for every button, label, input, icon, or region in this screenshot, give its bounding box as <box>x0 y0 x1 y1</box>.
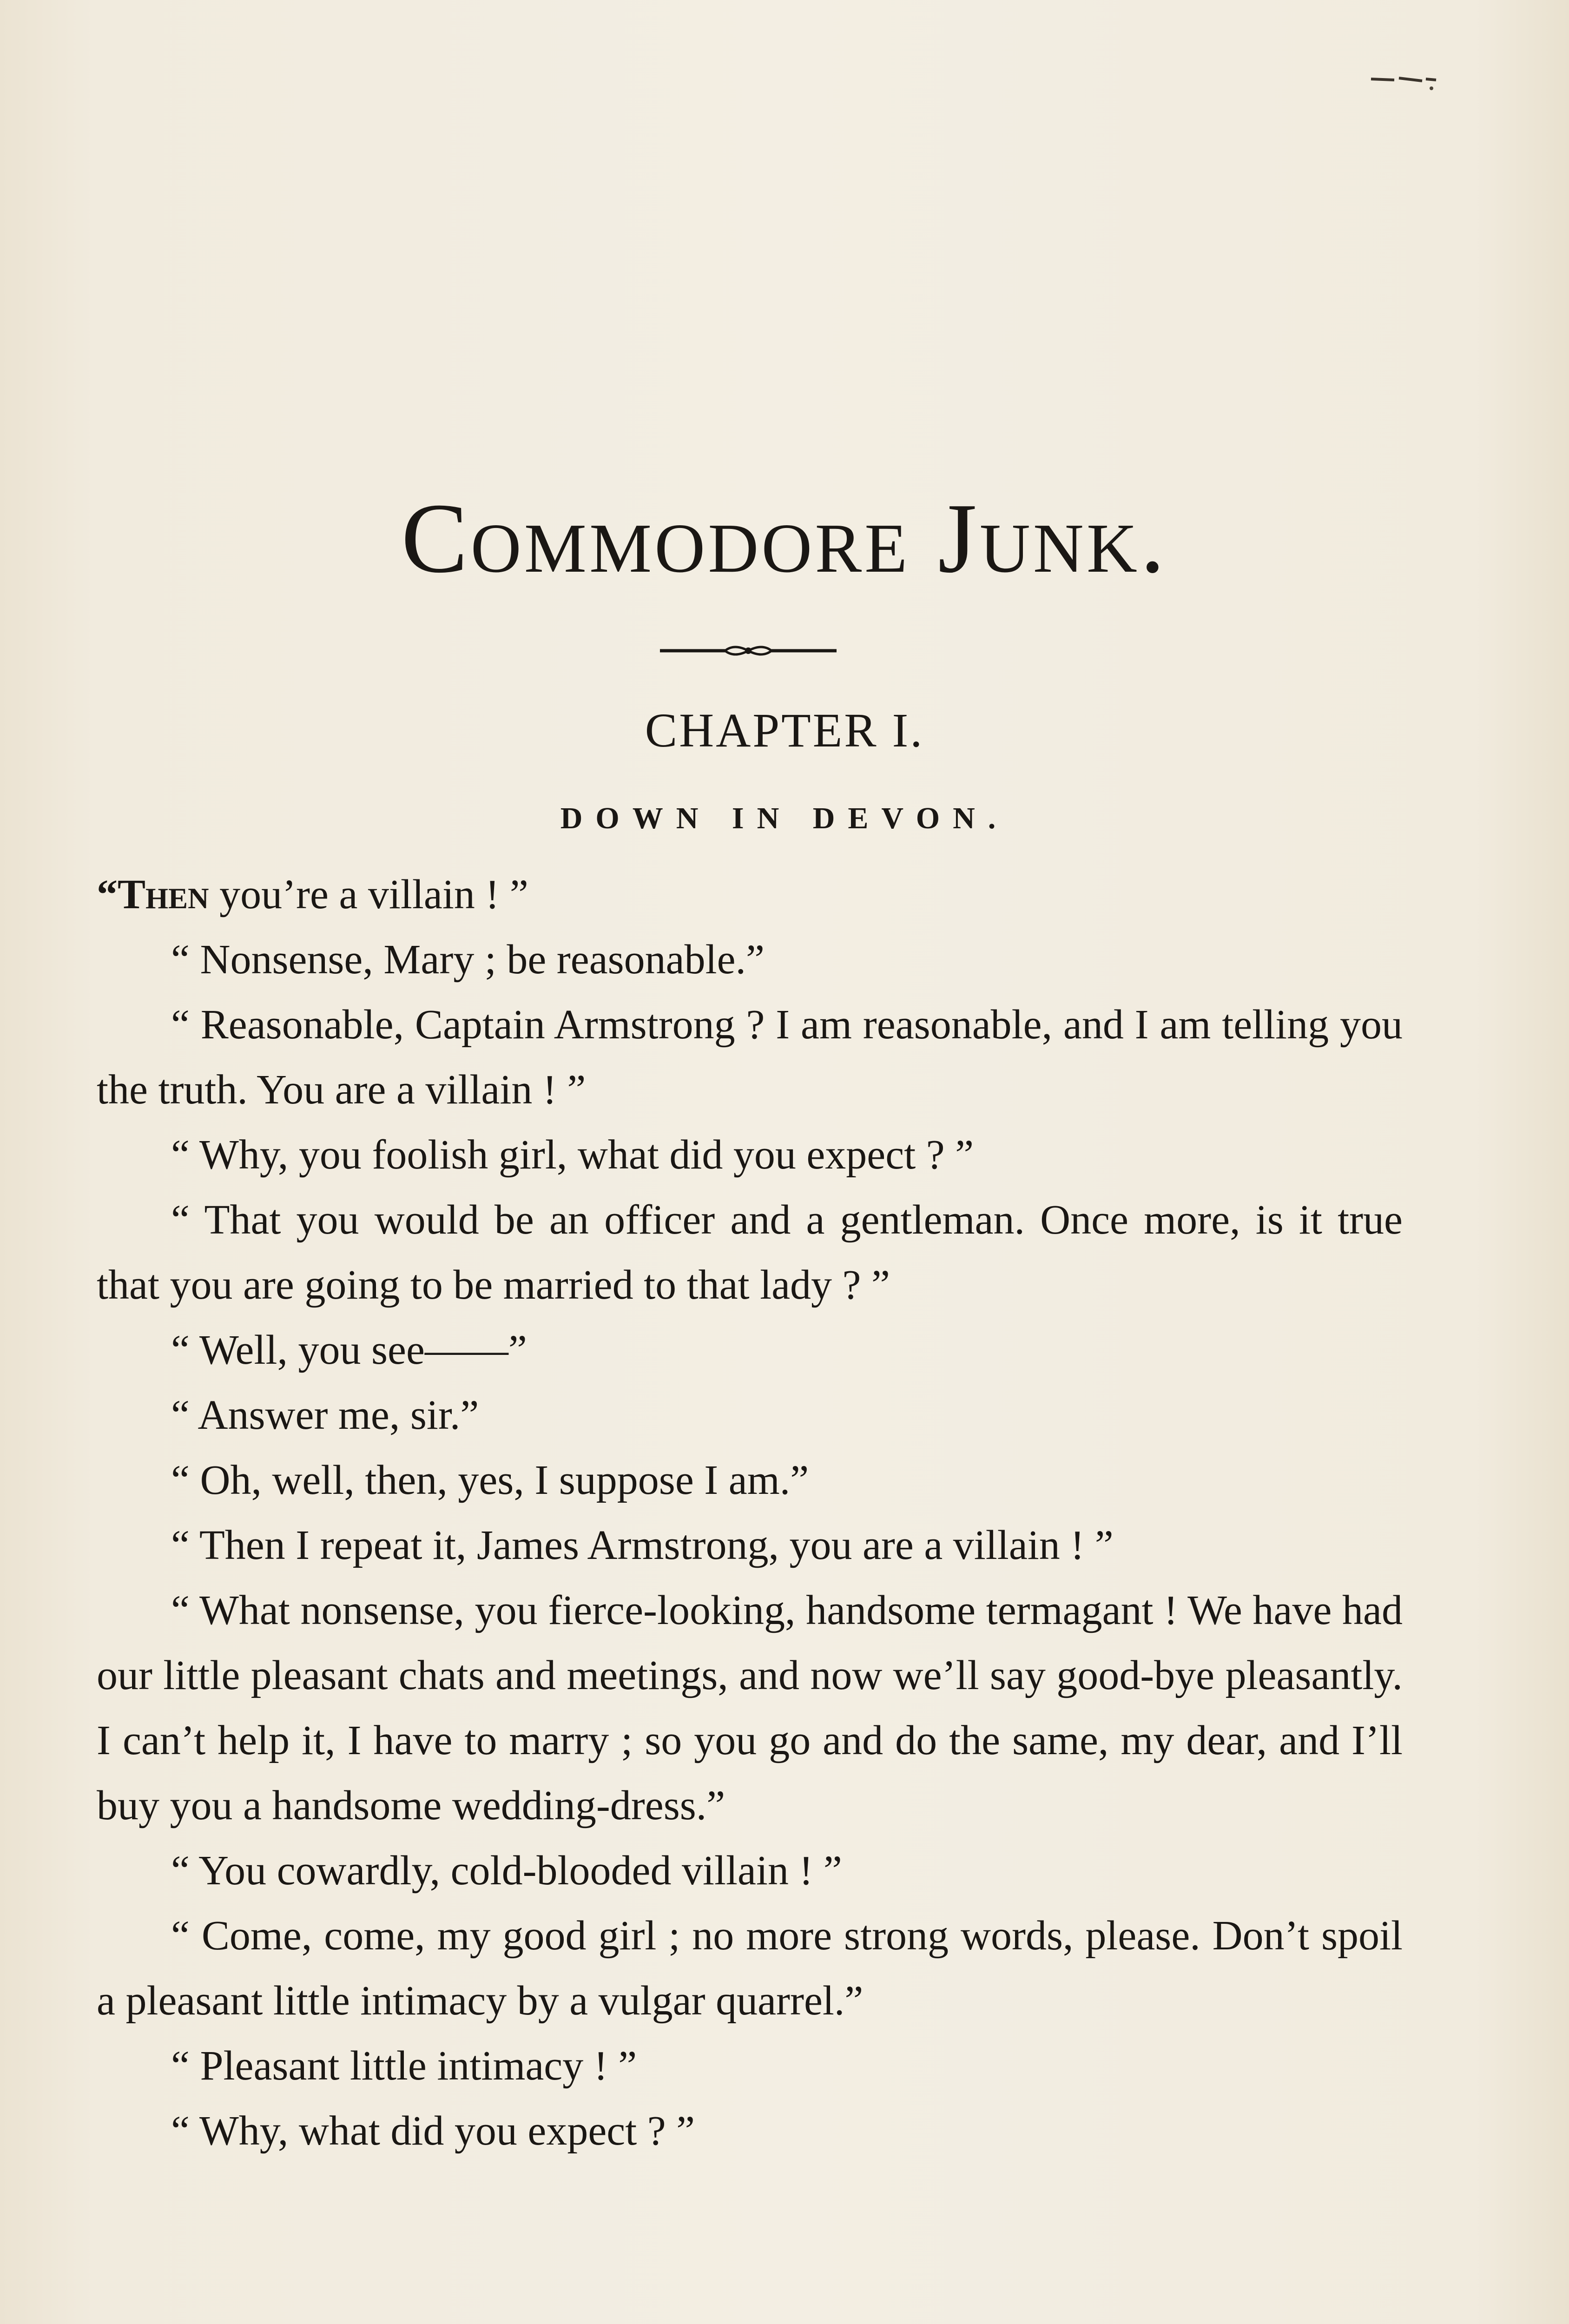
paragraph: “ Oh, well, then, yes, I suppose I am.” <box>171 1457 809 1503</box>
opening-words: “Then <box>97 872 209 918</box>
chapter-body <box>97 862 1403 2164</box>
paragraph: “ What nonsense, you fierce-looking, handsome termagant ! We have had our little pleasant chats and meetings, and now we’ll say good-bye pleasantly. I can’t help it, I have to marry ; so you go and do the same, my dear, and I’ll buy you a handsome wedding-dress.” <box>97 1587 1403 1829</box>
paragraph: “ You cowardly, cold-blooded villain ! ” <box>171 1848 842 1894</box>
book-title: Commodore Junk. <box>401 482 1168 594</box>
divider-ornament <box>660 641 837 660</box>
paragraph: “ Well, you see——” <box>171 1327 527 1373</box>
paragraph <box>97 862 1403 927</box>
running-head-mark <box>1366 70 1441 98</box>
paragraph: “ Then I repeat it, James Armstrong, you are a villain ! ” <box>171 1522 1114 1568</box>
paragraph: “ Come, come, my good girl ; no more strong words, please. Don’t spoil a pleasant little intimacy by a vulgar quarrel.” <box>97 1913 1403 2024</box>
chapter-subtitle: DOWN IN DEVON. <box>560 801 1009 835</box>
paragraph: “ That you would be an officer and a gentleman. Once more, is it true that you are going to be married to that lady ? ” <box>97 1197 1403 1308</box>
paragraph: “ Answer me, sir.” <box>171 1392 479 1438</box>
paragraph: “ Why, you foolish girl, what did you expect ? ” <box>171 1132 974 1178</box>
chapter-heading: CHAPTER I. <box>645 704 924 757</box>
paragraph: “ Pleasant little intimacy ! ” <box>171 2043 637 2089</box>
paragraph: “ Nonsense, Mary ; be reasonable.” <box>171 937 765 983</box>
paragraph: “ Why, what did you expect ? ” <box>171 2108 695 2154</box>
paragraph: “ Reasonable, Captain Armstrong ? I am reasonable, and I am telling you the truth. You are a villain ! ” <box>97 1002 1403 1113</box>
paragraph-text: you’re a villain ! ” <box>209 872 528 918</box>
